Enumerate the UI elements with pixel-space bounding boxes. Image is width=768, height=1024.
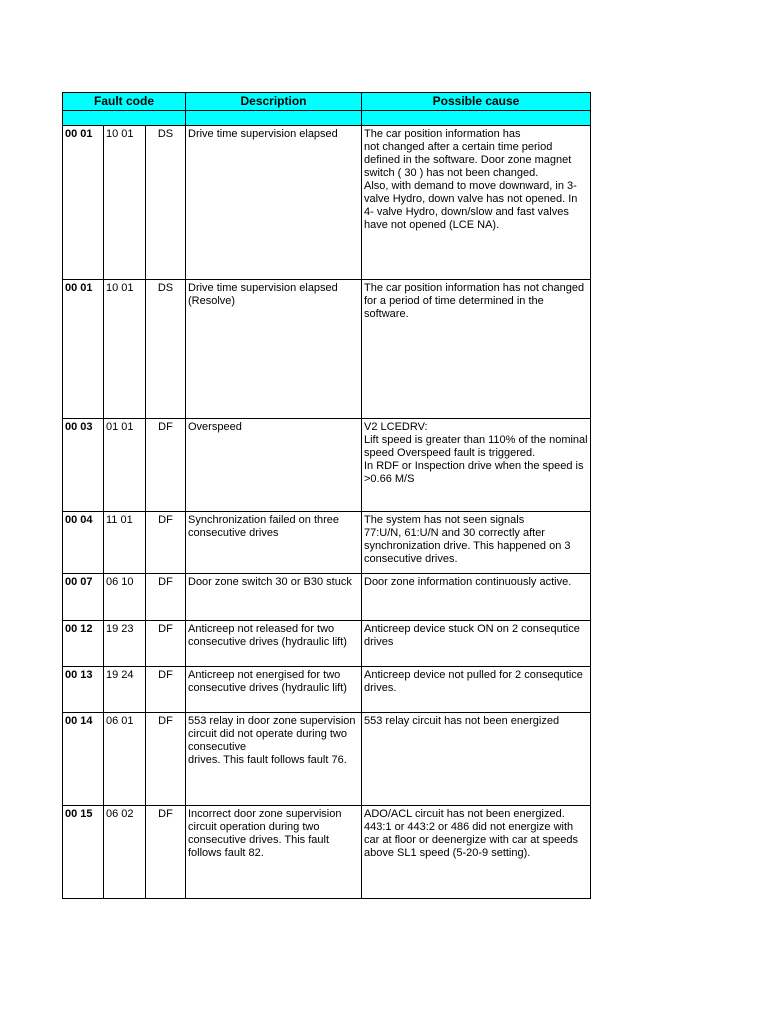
header-fault-code: Fault code bbox=[63, 93, 186, 111]
fault-description: 553 relay in door zone supervision circuit did not operate during two consecutive drives. This fault follows fault 76. bbox=[186, 713, 362, 806]
fault-type: DF bbox=[146, 667, 186, 713]
fault-code: 00 13 bbox=[63, 667, 104, 713]
fault-code: 00 15 bbox=[63, 806, 104, 899]
header-possible-cause: Possible cause bbox=[362, 93, 591, 111]
fault-description: Incorrect door zone supervision circuit operation during two consecutive drives. This fault follows fault 82. bbox=[186, 806, 362, 899]
fault-subcode: 11 01 bbox=[104, 512, 146, 574]
fault-code: 00 01 bbox=[63, 280, 104, 419]
fault-subcode: 06 01 bbox=[104, 713, 146, 806]
fault-type: DF bbox=[146, 621, 186, 667]
fault-code: 00 12 bbox=[63, 621, 104, 667]
fault-type: DS bbox=[146, 126, 186, 280]
fault-type: DF bbox=[146, 574, 186, 621]
fault-code: 00 14 bbox=[63, 713, 104, 806]
fault-description: Anticreep not released for two consecutive drives (hydraulic lift) bbox=[186, 621, 362, 667]
fault-description: Synchronization failed on three consecutive drives bbox=[186, 512, 362, 574]
fault-description: Door zone switch 30 or B30 stuck bbox=[186, 574, 362, 621]
fault-cause: The car position information has not changed after a certain time period defined in the software. Door zone magnet switch ( 30 ) has not been changed. Also, with demand to move downward, in 3-valve Hydro, down valve has not opened. In 4- valve Hydro, down/slow and fast valves have not opened (LCE NA). bbox=[362, 126, 591, 280]
fault-description: Drive time supervision elapsed (Resolve) bbox=[186, 280, 362, 419]
table-row bbox=[63, 667, 591, 713]
table-row bbox=[63, 512, 591, 574]
fault-subcode: 19 24 bbox=[104, 667, 146, 713]
table-row bbox=[63, 621, 591, 667]
table-row bbox=[63, 806, 591, 899]
fault-subcode: 01 01 bbox=[104, 419, 146, 512]
fault-type: DF bbox=[146, 419, 186, 512]
fault-type: DS bbox=[146, 280, 186, 419]
fault-subcode: 10 01 bbox=[104, 126, 146, 280]
fault-description: Overspeed bbox=[186, 419, 362, 512]
table-row bbox=[63, 713, 591, 806]
fault-cause: Anticreep device not pulled for 2 consequtice drives. bbox=[362, 667, 591, 713]
fault-description: Drive time supervision elapsed bbox=[186, 126, 362, 280]
fault-cause: ADO/ACL circuit has not been energized. 443:1 or 443:2 or 486 did not energize with car at floor or deenergize with car at speeds above SL1 speed (5-20-9 setting). bbox=[362, 806, 591, 899]
table-row bbox=[63, 419, 591, 512]
fault-type: DF bbox=[146, 713, 186, 806]
fault-subcode: 06 02 bbox=[104, 806, 146, 899]
fault-cause: The car position information has not changed for a period of time determined in the software. bbox=[362, 280, 591, 419]
table-row bbox=[63, 280, 591, 419]
fault-cause: Anticreep device stuck ON on 2 consequtice drives bbox=[362, 621, 591, 667]
table-row bbox=[63, 574, 591, 621]
fault-cause: Door zone information continuously active. bbox=[362, 574, 591, 621]
fault-description: Anticreep not energised for two consecutive drives (hydraulic lift) bbox=[186, 667, 362, 713]
fault-subcode: 06 10 bbox=[104, 574, 146, 621]
fault-code: 00 01 bbox=[63, 126, 104, 280]
fault-cause: V2 LCEDRV: Lift speed is greater than 110% of the nominal speed Overspeed fault is triggered. In RDF or Inspection drive when the speed is >0.66 M/S bbox=[362, 419, 591, 512]
header-description: Description bbox=[186, 93, 362, 111]
fault-cause: The system has not seen signals 77:U/N, 61:U/N and 30 correctly after synchronization drive. This happened on 3 consecutive drives. bbox=[362, 512, 591, 574]
table-subheader-row bbox=[63, 111, 591, 126]
fault-code: 00 03 bbox=[63, 419, 104, 512]
fault-code: 00 04 bbox=[63, 512, 104, 574]
fault-type: DF bbox=[146, 806, 186, 899]
fault-subcode: 10 01 bbox=[104, 280, 146, 419]
fault-subcode: 19 23 bbox=[104, 621, 146, 667]
fault-type: DF bbox=[146, 512, 186, 574]
table-header-row bbox=[63, 93, 591, 111]
fault-code: 00 07 bbox=[63, 574, 104, 621]
fault-code-table bbox=[62, 92, 591, 899]
table-row bbox=[63, 126, 591, 280]
fault-cause: 553 relay circuit has not been energized bbox=[362, 713, 591, 806]
